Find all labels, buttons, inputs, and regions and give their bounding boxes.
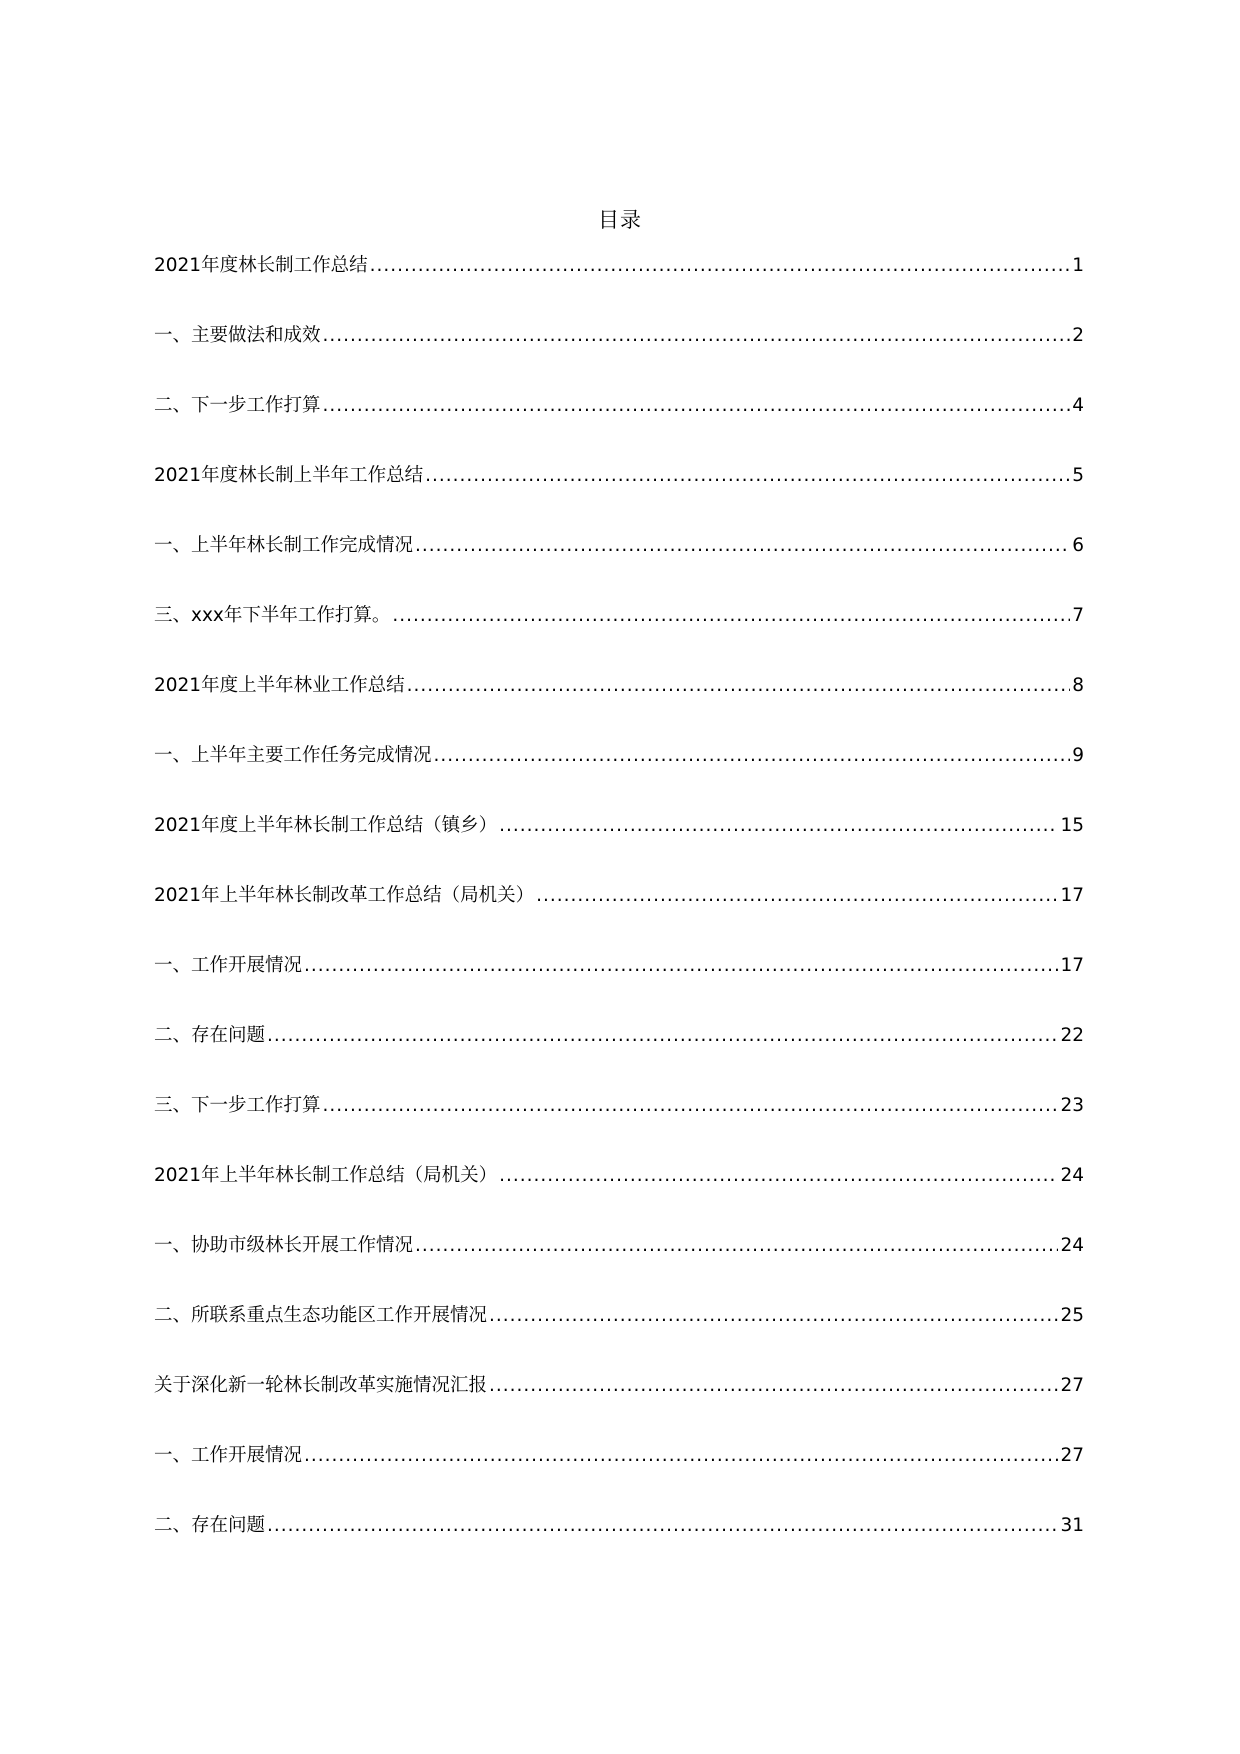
toc-dot-leader <box>304 1442 1058 1470</box>
toc-entry-title: 关于深化新一轮林长制改革实施情况汇报 <box>154 1375 488 1396</box>
toc-entry-title: 二、存在问题 <box>154 1515 266 1536</box>
toc-entry[interactable] <box>154 1512 1084 1582</box>
toc-page-number: 27 <box>1060 1375 1084 1396</box>
toc-entry[interactable] <box>154 392 1084 462</box>
toc-entry[interactable] <box>154 532 1084 602</box>
toc-entry-title: 一、主要做法和成效 <box>154 325 321 346</box>
toc-page-number: 25 <box>1060 1305 1084 1326</box>
toc-entry-title: 二、存在问题 <box>154 1025 266 1046</box>
toc-entry-title: 一、上半年林长制工作完成情况 <box>154 535 414 556</box>
toc-title: 目录 <box>598 208 642 232</box>
toc-dot-leader <box>489 1372 1058 1400</box>
toc-dot-leader <box>267 1022 1058 1050</box>
toc-entry-title: 2021年度林长制工作总结 <box>154 255 368 276</box>
toc-entry[interactable] <box>154 462 1084 532</box>
toc-entry[interactable] <box>154 1442 1084 1512</box>
toc-entry[interactable] <box>154 602 1084 672</box>
toc-dot-leader <box>323 1092 1059 1120</box>
toc-page-number: 4 <box>1072 395 1084 416</box>
toc-dot-leader <box>323 322 1071 350</box>
toc-entry-title: 一、工作开展情况 <box>154 955 303 976</box>
toc-entry[interactable] <box>154 1092 1084 1162</box>
toc-page-number: 6 <box>1072 535 1084 556</box>
toc-entry[interactable] <box>154 882 1084 952</box>
toc-page-number: 8 <box>1072 675 1084 696</box>
toc-dot-leader <box>499 812 1058 840</box>
toc-entry-title: 2021年度林长制上半年工作总结 <box>154 465 424 486</box>
toc-dot-leader <box>370 252 1071 280</box>
toc-entry[interactable] <box>154 322 1084 392</box>
toc-dot-leader <box>499 1162 1058 1190</box>
toc-page-number: 17 <box>1060 885 1084 906</box>
toc-dot-leader <box>425 462 1070 490</box>
toc-page-number: 1 <box>1072 255 1084 276</box>
toc-entry-title: 一、协助市级林长开展工作情况 <box>154 1235 414 1256</box>
toc-entry[interactable] <box>154 812 1084 882</box>
toc-page-number: 24 <box>1060 1235 1084 1256</box>
toc-page-number: 5 <box>1072 465 1084 486</box>
toc-entry-title: 三、下一步工作打算 <box>154 1095 321 1116</box>
toc-dot-leader <box>536 882 1058 910</box>
toc-entry-title: 2021年度上半年林业工作总结 <box>154 675 405 696</box>
toc-entry-title: 二、下一步工作打算 <box>154 395 321 416</box>
toc-dot-leader <box>323 392 1071 420</box>
toc-entry[interactable] <box>154 252 1084 322</box>
toc-entry[interactable] <box>154 1022 1084 1092</box>
toc-page-number: 27 <box>1060 1445 1084 1466</box>
toc-dot-leader <box>407 672 1071 700</box>
toc-dot-leader <box>489 1302 1058 1330</box>
toc-page-number: 15 <box>1060 815 1084 836</box>
toc-page-number: 24 <box>1060 1165 1084 1186</box>
toc-entry-title: 2021年上半年林长制改革工作总结（局机关） <box>154 885 535 906</box>
toc-entry[interactable] <box>154 1162 1084 1232</box>
table-of-contents <box>154 252 1084 1582</box>
toc-entry-title: 2021年上半年林长制工作总结（局机关） <box>154 1165 498 1186</box>
toc-entry-title: 一、上半年主要工作任务完成情况 <box>154 745 432 766</box>
toc-entry-title: 二、所联系重点生态功能区工作开展情况 <box>154 1305 488 1326</box>
toc-dot-leader <box>392 602 1070 630</box>
toc-entry[interactable] <box>154 1302 1084 1372</box>
toc-page-number: 22 <box>1060 1025 1084 1046</box>
toc-entry[interactable] <box>154 742 1084 812</box>
toc-page-number: 23 <box>1060 1095 1084 1116</box>
toc-entry[interactable] <box>154 1372 1084 1442</box>
toc-entry[interactable] <box>154 672 1084 742</box>
toc-page-number: 7 <box>1072 605 1084 626</box>
toc-page-number: 31 <box>1060 1515 1084 1536</box>
toc-dot-leader <box>415 1232 1058 1260</box>
toc-dot-leader <box>267 1512 1058 1540</box>
toc-dot-leader <box>434 742 1071 770</box>
toc-entry[interactable] <box>154 952 1084 1022</box>
toc-entry-title: 三、xxx年下半年工作打算。 <box>154 605 391 626</box>
toc-dot-leader <box>415 532 1070 560</box>
toc-entry-title: 2021年度上半年林长制工作总结（镇乡） <box>154 815 498 836</box>
toc-page-number: 2 <box>1072 325 1084 346</box>
toc-page-number: 9 <box>1072 745 1084 766</box>
toc-dot-leader <box>304 952 1058 980</box>
toc-entry[interactable] <box>154 1232 1084 1302</box>
toc-page-number: 17 <box>1060 955 1084 976</box>
toc-entry-title: 一、工作开展情况 <box>154 1445 303 1466</box>
